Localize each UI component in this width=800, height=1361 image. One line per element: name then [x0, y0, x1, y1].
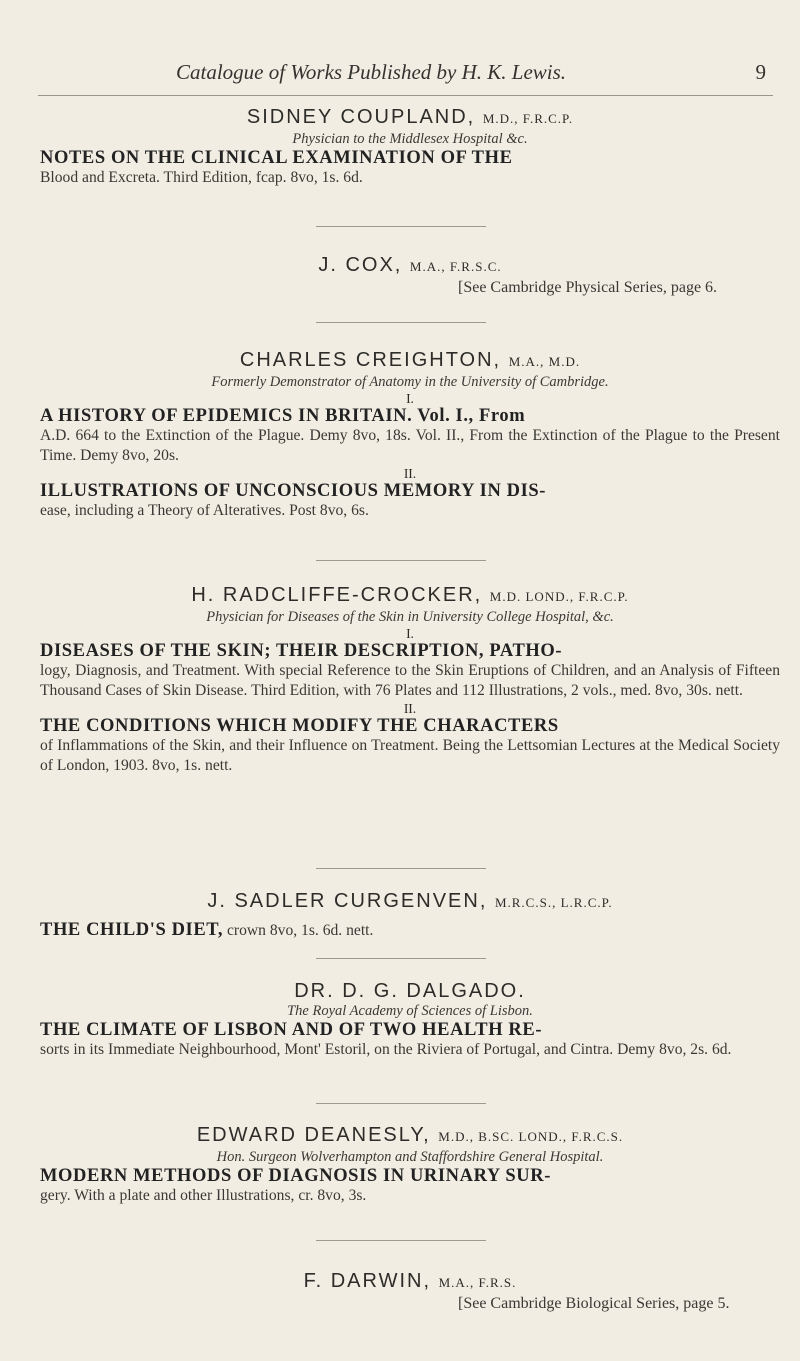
author-name: J. SADLER CURGENVEN, M.R.C.S., L.R.C.P.	[207, 890, 613, 912]
entry-curgenven	[40, 890, 780, 941]
cross-reference: [See Cambridge Physical Series, page 6.	[458, 279, 718, 296]
author-name: F. DARWIN, M.A., F.R.S.	[303, 1270, 517, 1292]
entry-deanesly	[40, 1124, 780, 1206]
separator-rule	[316, 322, 486, 323]
work-title: THE CLIMATE OF LISBON AND OF TWO HEALTH RE-	[40, 1020, 543, 1040]
author-name: H. RADCLIFFE-CROCKER, M.D. LOND., F.R.C.P.	[191, 584, 629, 606]
work-description	[40, 1020, 780, 1060]
header-rule	[38, 95, 773, 96]
work-details: Blood and Excreta. Third Edition, fcap. 8vo, 1s. 6d.	[40, 169, 363, 186]
author-affiliation: Physician for Diseases of the Skin in University College Hospital, &c.	[206, 609, 614, 625]
work-description	[40, 641, 780, 701]
work-details: of Inflammations of the Skin, and their Influence on Treatment. Being the Lettsomian Lectures at the Medical Society of London, 1903. 8vo, 1s. nett.	[40, 737, 780, 774]
work-details: crown 8vo, 1s. 6d. nett.	[227, 922, 374, 939]
author-affiliation: Physician to the Middlesex Hospital &c.	[292, 131, 528, 147]
work-description	[40, 406, 780, 466]
work-title: MODERN METHODS OF DIAGNOSIS IN URINARY SUR-	[40, 1166, 551, 1186]
work-title: NOTES ON THE CLINICAL EXAMINATION OF THE	[40, 148, 513, 168]
author-name: CHARLES CREIGHTON, M.A., M.D.	[239, 349, 581, 371]
work-details: gery. With a plate and other Illustrations, cr. 8vo, 3s.	[40, 1187, 367, 1204]
entry-radcliffe-crocker	[40, 584, 780, 776]
work-description	[40, 481, 780, 521]
work-title: DISEASES OF THE SKIN; THEIR DESCRIPTION, PATHO-	[40, 641, 563, 661]
header-title: Catalogue of Works Published by H. K. Lewis.	[176, 60, 567, 84]
separator-rule	[316, 1240, 486, 1241]
work-details: logy, Diagnosis, and Treatment. With special Reference to the Skin Eruptions of Children, and an Analysis of Fifteen Thousand Cases of Skin Disease. Third Edition, with 76 Plates and 112 Illustrations, 2 vols., med. 8vo, 30s. nett.	[40, 662, 780, 699]
author-name: SIDNEY COUPLAND, M.D., F.R.C.P.	[246, 106, 574, 128]
work-title: THE CONDITIONS WHICH MODIFY THE CHARACTERS	[40, 716, 559, 736]
author-name: EDWARD DEANESLY, M.D., B.SC. LOND., F.R.C.S.	[196, 1124, 624, 1146]
entry-dalgado	[40, 980, 780, 1060]
author-affiliation: Hon. Surgeon Wolverhampton and Staffordshire General Hospital.	[216, 1149, 604, 1165]
work-description	[40, 1166, 780, 1206]
separator-rule	[316, 868, 486, 869]
separator-rule	[316, 226, 486, 227]
work-number: I.	[406, 391, 414, 406]
separator-rule	[316, 958, 486, 959]
work-title: THE CHILD'S DIET,	[40, 920, 224, 940]
cross-reference: [See Cambridge Biological Series, page 5.	[458, 1295, 730, 1312]
work-number: I.	[406, 626, 414, 641]
author-name: J. COX, M.A., F.R.S.C.	[318, 254, 502, 276]
separator-rule	[316, 560, 486, 561]
work-title: A HISTORY OF EPIDEMICS IN BRITAIN. Vol. I., From	[40, 406, 526, 426]
author-affiliation: The Royal Academy of Sciences of Lisbon.	[287, 1003, 533, 1019]
work-description	[40, 920, 780, 941]
page-number: 9	[755, 60, 766, 84]
work-title: ILLUSTRATIONS OF UNCONSCIOUS MEMORY IN DIS-	[40, 481, 547, 501]
separator-rule	[316, 1103, 486, 1104]
work-details: A.D. 664 to the Extinction of the Plague. Demy 8vo, 18s. Vol. II., From the Extinction of the Plague to the Present Time. Demy 8vo, 20s.	[40, 427, 780, 464]
author-affiliation: Formerly Demonstrator of Anatomy in the University of Cambridge.	[211, 374, 609, 390]
work-details: sorts in its Immediate Neighbourhood, Mont' Estoril, on the Riviera of Portugal, and Cintra. Demy 8vo, 2s. 6d.	[40, 1041, 732, 1058]
work-details: ease, including a Theory of Alteratives. Post 8vo, 6s.	[40, 502, 369, 519]
work-description	[40, 716, 780, 776]
work-description	[40, 148, 780, 188]
entry-coupland	[40, 106, 780, 188]
running-header	[176, 60, 766, 85]
entry-darwin	[40, 1270, 780, 1314]
work-number: II.	[403, 466, 417, 481]
work-number: II.	[403, 701, 417, 716]
author-name: DR. D. G. DALGADO.	[294, 980, 526, 1002]
entry-creighton	[40, 349, 780, 521]
entry-cox	[40, 254, 780, 298]
